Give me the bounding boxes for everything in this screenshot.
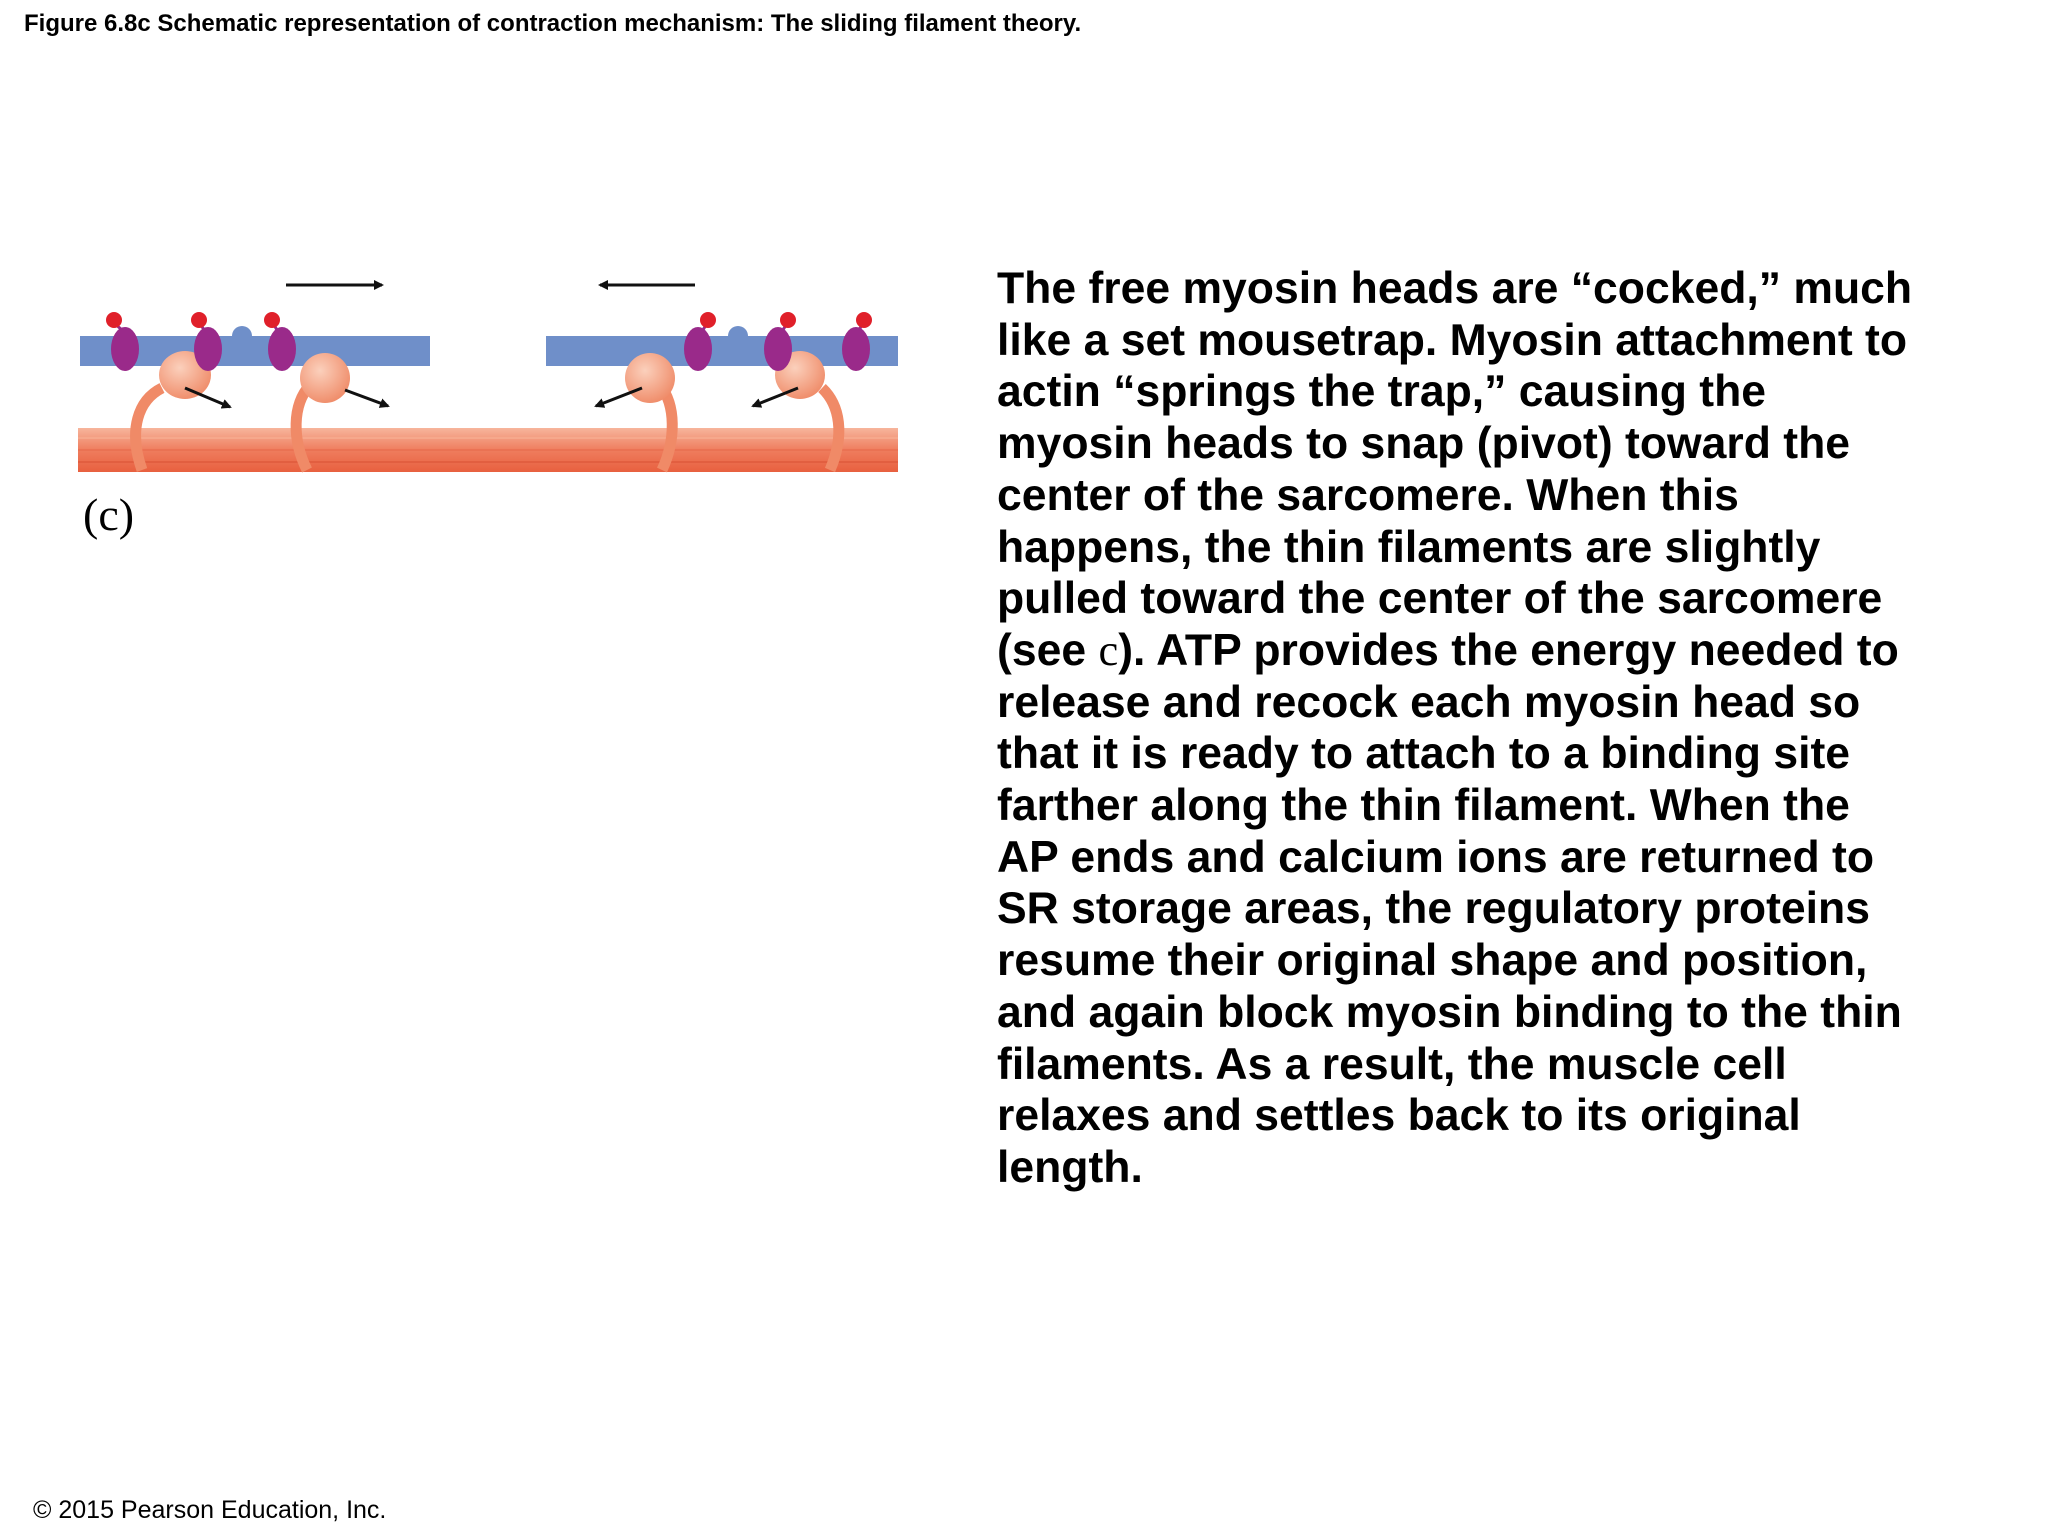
- thick-filament: [78, 428, 898, 472]
- description-line: [997, 625, 1997, 677]
- copyright-notice: © 2015 Pearson Education, Inc.: [33, 1496, 387, 1524]
- description-line: filaments. As a result, the muscle cell: [997, 1039, 1787, 1089]
- panel-label: (c): [83, 489, 135, 540]
- panel-reference: c: [1098, 624, 1119, 675]
- calcium-ion: [856, 312, 872, 328]
- description-fragment: ). ATP provides the energy needed to: [1118, 625, 1899, 675]
- calcium-ion: [191, 312, 207, 328]
- description-line: and again block myosin binding to the thin: [997, 987, 1902, 1037]
- description-line: that it is ready to attach to a binding site: [997, 729, 1851, 779]
- description-line: release and recock each myosin head so: [997, 677, 1861, 727]
- description-line: actin “springs the trap,” causing the: [997, 367, 1766, 417]
- power-stroke-arrow: [345, 390, 388, 406]
- description-fragment: (see: [997, 625, 1099, 675]
- description-line: SR storage areas, the regulatory proteins: [997, 884, 1870, 934]
- description-line: center of the sarcomere. When this: [997, 470, 1739, 520]
- description-line: happens, the thin filaments are slightly: [997, 522, 1821, 572]
- calcium-ion: [264, 312, 280, 328]
- description-line: relaxes and settles back to its original: [997, 1091, 1801, 1141]
- description-line: length.: [997, 1142, 1143, 1192]
- description-line: pulled toward the center of the sarcomere: [997, 574, 1883, 624]
- description-line: resume their original shape and position,: [997, 936, 1868, 986]
- description-line: farther along the thin filament. When the: [997, 781, 1850, 831]
- description-line: myosin heads to snap (pivot) toward the: [997, 419, 1850, 469]
- description-line: The free myosin heads are “cocked,” much: [997, 264, 1913, 313]
- calcium-ion: [106, 312, 122, 328]
- figure-title: Figure 6.8c Schematic representation of contraction mechanism: The sliding filament theory.: [24, 10, 1082, 37]
- sliding-filament-diagram: [70, 260, 910, 490]
- description-line: like a set mousetrap. Myosin attachment to: [997, 315, 1908, 365]
- calcium-ion: [780, 312, 796, 328]
- calcium-ion: [700, 312, 716, 328]
- description-line: AP ends and calcium ions are returned to: [997, 832, 1875, 882]
- description-text: [997, 263, 1997, 1194]
